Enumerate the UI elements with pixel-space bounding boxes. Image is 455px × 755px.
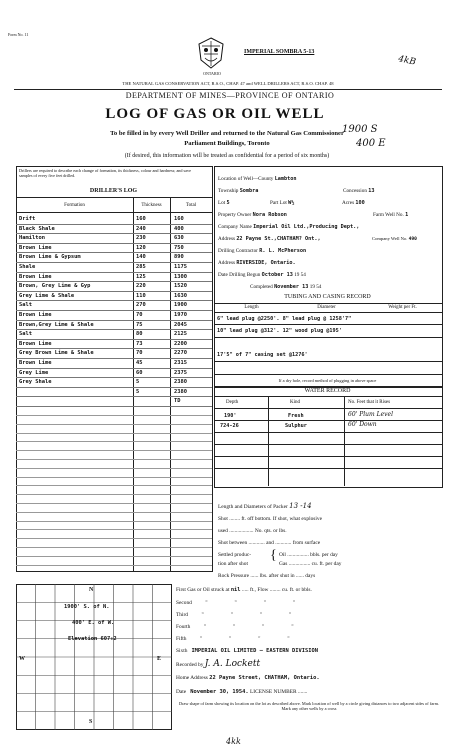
log-formation: Salt: [19, 302, 32, 309]
water-row-1-rises: 60' Plum Level: [348, 411, 394, 418]
log-thickness: 70: [136, 350, 143, 357]
contractor-address-value: RIVERSIDE, Ontario.: [236, 260, 296, 266]
water-col-divider-2: [344, 396, 345, 486]
location-line: [218, 176, 297, 182]
part-lot-value: W½: [288, 200, 295, 206]
home-label: Home Address: [176, 675, 208, 681]
log-blank-rule: [16, 459, 212, 460]
ft-flow-label: ft., Flow: [250, 587, 269, 593]
tubing-rule-4: [214, 361, 442, 362]
log-total: 2375: [174, 369, 187, 376]
log-blank-rule: [16, 477, 212, 478]
tubing-col-weight: Weight per Ft.: [388, 305, 417, 310]
log-blank-rule: [16, 538, 212, 539]
tubing-row-1: 6" lead plug @2250'. 8" lead plug @ 1258'7": [217, 316, 352, 322]
owner-label: Property Owner: [218, 212, 252, 218]
water-row-1-depth: 190': [224, 413, 237, 419]
log-total: 2200: [174, 340, 187, 347]
company-address-label: Address: [218, 236, 236, 242]
log-thickness: 60: [136, 369, 143, 376]
tubing-heading: TUBING AND CASING RECORD: [284, 294, 371, 300]
farm-well-line: [373, 212, 408, 218]
water-col-divider-1: [268, 396, 269, 486]
contractor-address-line: [218, 260, 296, 266]
concession-line: [343, 188, 374, 194]
water-row-2-depth: 724-26: [220, 423, 239, 429]
log-formation: Brown, Grey Lime & Gyp: [19, 283, 91, 290]
lbs-after-label: lbs. after shut in: [259, 573, 295, 579]
ordinal-row: [176, 636, 290, 642]
log-formation: Grey Lime & Shale: [19, 292, 75, 299]
township-value: Sombra: [239, 188, 259, 194]
brace-icon: {: [270, 548, 277, 563]
ditto-marks: " " " ": [191, 600, 296, 606]
county-value: Lambton: [274, 176, 297, 182]
oil-label: Oil: [279, 552, 286, 558]
tubing-rule-2: [214, 324, 442, 325]
log-thickness: 120: [136, 244, 146, 251]
log-thickness: 125: [136, 273, 146, 280]
log-formation: Grey Lime: [19, 369, 49, 376]
col-formation-header: Formation: [64, 203, 85, 208]
tubing-col-diameter: Diameter: [317, 305, 336, 310]
packer-value: 13 -14: [289, 502, 312, 510]
stamp: IMPERIAL SOMBRA 5-13: [244, 49, 315, 55]
used-text: No. qts. or lbs.: [254, 528, 287, 534]
drillers-note: Drillers are required to describe each change of formation, its thickness, colour and hardness; and save samples of every five feet drilled.: [19, 168, 191, 178]
log-total: 1175: [174, 264, 187, 270]
first-gas-line: First Gas or Oil struck at nil ..... ft., Flow ........ cu. ft. or bbls.: [176, 587, 312, 593]
log-total: 2380: [174, 388, 187, 395]
log-thickness: 220: [136, 283, 146, 290]
completed-value: November 13: [274, 284, 309, 290]
log-formation: Salt: [19, 331, 32, 338]
log-thickness: 5: [136, 388, 140, 395]
water-row-1-kind: Fresh: [288, 413, 304, 419]
location-label: Location of Well—County: [218, 176, 274, 182]
map-east: E: [157, 656, 162, 662]
company-line: [218, 224, 359, 230]
farm-well-value: 1: [405, 212, 409, 218]
contractor-value: R. L. McPherson: [259, 248, 307, 254]
log-row-rule: [16, 406, 212, 407]
company-well-line: [372, 236, 417, 243]
log-formation: Hamilton: [19, 235, 45, 242]
hand-note-right2: 400 E: [356, 138, 386, 149]
log-total: 630: [174, 235, 184, 242]
map-west: W: [19, 656, 25, 662]
plugging-note: If a dry hole, record method of plugging in above space: [278, 378, 377, 383]
water-row-2-rises: 60' Down: [348, 421, 377, 428]
shot-label: Shot: [218, 516, 228, 522]
bottom-hand-note: 4kk: [226, 737, 241, 746]
farm-note: Draw shape of farm showing its location on the lot as described above. Mark location of well by a circle giving distances to two adjacent sides of farm. Mark any other wells by a cross: [178, 701, 439, 711]
log-total: 890: [174, 254, 184, 261]
log-total: 1300: [174, 273, 187, 280]
completed-line: [250, 284, 321, 290]
log-blank-rule: [16, 441, 212, 442]
log-blank-rule: [16, 485, 212, 486]
company-address-line: [218, 236, 321, 242]
contractor-label: Drilling Contractor: [218, 248, 258, 254]
log-formation: Grey Brown Lime & Shale: [19, 350, 94, 357]
gas-label: Gas: [279, 561, 288, 567]
water-rule-6: [214, 468, 442, 469]
ditto-marks: " " " ": [190, 624, 294, 630]
log-total: 2045: [174, 321, 187, 328]
log-thickness: 5: [136, 379, 140, 386]
begun-line: [218, 272, 306, 278]
acres-value: 100: [355, 200, 365, 206]
tubing-row-3: 17'5" of 7" casing set @1276': [217, 352, 308, 358]
log-formation: Drift: [19, 216, 36, 222]
log-formation: Black Shale: [19, 225, 55, 232]
tubing-rule-3: [214, 337, 442, 338]
log-formation: Shale: [19, 264, 36, 270]
company-label: Company Name: [218, 224, 252, 230]
water-col-rises: No. Feet that it Rises: [348, 400, 391, 405]
log-blank-rule: [16, 433, 212, 434]
tubing-row-2: 10" lead plug @312'. 12" wood plug @195': [217, 328, 342, 334]
ordinal-row: [176, 612, 291, 618]
tubing-rule-1: [214, 312, 442, 313]
log-formation: Grey Shale: [19, 379, 52, 386]
lot-value: 5: [226, 200, 230, 206]
packer-label: Length and Diameters of Packer: [218, 504, 288, 510]
owner-value: Nora Robson: [252, 212, 287, 218]
log-total: 160: [174, 216, 184, 222]
log-blank-rule: [16, 565, 212, 566]
log-thickness: 160: [136, 216, 146, 222]
shot-between-label: Shot between: [218, 540, 248, 546]
date-label: Date: [176, 689, 187, 695]
subtitle-2: Parliament Buildings, Toronto: [184, 140, 270, 147]
drillers-log-header-rule: [16, 212, 212, 213]
rock-pressure-line: Rock Pressure ...... lbs. after shut in ...... days: [218, 573, 316, 579]
bbls-label: bbls. per day: [310, 552, 338, 558]
begun-label: Date Drilling Begun: [218, 272, 261, 278]
ditto-marks: " " " ": [186, 636, 290, 642]
water-header-rule: [214, 396, 442, 397]
contractor-address-label: Address: [218, 260, 236, 266]
log-thickness: 45: [136, 360, 143, 366]
settled-label: Settled produc-: [218, 552, 252, 558]
log-total: 1630: [174, 292, 187, 299]
log-total: 2380: [174, 379, 187, 386]
ditto-marks: " " " ": [187, 612, 292, 618]
log-formation: Brown Lime: [19, 244, 52, 251]
shot-text: ft. off bottom. If shot, what explosive: [241, 516, 322, 522]
and-label: and: [266, 540, 274, 546]
farm-well-label: Farm Well No.: [373, 212, 404, 218]
log-blank-rule: [16, 424, 212, 425]
first-gas-value: nil: [230, 587, 241, 593]
map-line-3: Elevation 607+2: [68, 636, 117, 642]
cuft-bbls-label: cu. ft. or bbls.: [281, 587, 312, 593]
log-blank-rule: [16, 556, 212, 557]
completed-label: Completed: [250, 284, 273, 290]
log-blank-rule: [16, 529, 212, 530]
part-lot-label: Part Lot: [270, 200, 287, 206]
form-number: Form No. 11: [8, 32, 29, 37]
gas-line: Gas ................ cu. ft. per day: [279, 561, 342, 567]
log-blank-rule: [16, 512, 212, 513]
log-thickness: 80: [136, 331, 143, 338]
hand-note-right1: 1900 S: [342, 124, 378, 135]
water-row-2-kind: Sulphur: [285, 423, 307, 429]
water-rule-3: [214, 432, 442, 433]
company-well-value: 490: [408, 237, 417, 242]
water-col-kind: Kind: [290, 400, 300, 405]
concession-value: 13: [368, 188, 375, 194]
log-formation: Brown Lime: [19, 340, 52, 347]
log-blank-rule: [16, 547, 212, 548]
log-total: 1970: [174, 312, 187, 318]
log-thickness: 73: [136, 340, 143, 347]
township-line: [218, 188, 258, 194]
township-label: Township: [218, 188, 239, 194]
contractor-line: [218, 248, 306, 254]
log-blank-rule: [16, 494, 212, 495]
log-thickness: 110: [136, 292, 146, 299]
log-thickness: 70: [136, 312, 143, 318]
log-thickness: 75: [136, 321, 143, 328]
used-line: used .................. No. qts. or lbs.: [218, 528, 287, 534]
days-label: days: [305, 573, 316, 579]
water-record-panel: [214, 386, 443, 488]
recorded-line: [176, 661, 260, 668]
sixth-label: Sixth: [176, 648, 188, 654]
water-col-depth: Depth: [226, 400, 239, 405]
map-line-2: 400' E. of W.: [72, 620, 115, 626]
tubing-col-length: Length: [244, 305, 259, 310]
shot-line: Shot ........ ft. off bottom. If shot, what explosive: [218, 516, 322, 522]
company-address-value: 22 Payne St.,CHATHAM? Ont.,: [236, 236, 321, 242]
log-blank-rule: [16, 468, 212, 469]
owner-line: [218, 212, 287, 218]
log-blank-rule: [16, 450, 212, 451]
ordinal-label: Fifth: [176, 636, 187, 642]
completed-year: 19 54: [309, 284, 322, 290]
log-thickness: 230: [136, 235, 146, 242]
water-rule-5: [214, 456, 442, 457]
log-blank-rule: [16, 415, 212, 416]
log-blank-rule: [16, 503, 212, 504]
map-south: S: [89, 719, 93, 725]
ordinal-label: Third: [176, 612, 188, 618]
ordinal-label: Fourth: [176, 624, 191, 630]
log-formation: Brown Lime & Gypsum: [19, 254, 81, 261]
tubing-rule-5: [214, 374, 442, 375]
hand-note-top-right: 4kB: [397, 54, 417, 68]
acres-line: [342, 200, 365, 206]
map-line-1: 1900' S. of N.: [64, 604, 110, 610]
water-heading: WATER RECORD: [304, 388, 351, 394]
tubing-header-rule: [214, 303, 442, 304]
log-total: 2315: [174, 360, 187, 366]
log-total: 1900: [174, 302, 187, 309]
sixth-line: [176, 648, 318, 654]
begun-year: 19 54: [294, 272, 306, 278]
ordinal-label: Second: [176, 600, 192, 606]
oil-line: Oil ................ bbls. per day: [279, 552, 338, 558]
log-total: 2270: [174, 350, 187, 357]
first-gas-label: First Gas or Oil struck at: [176, 587, 230, 593]
log-total: TD: [174, 398, 181, 405]
lot-line: [218, 200, 230, 206]
log-total: 1520: [174, 283, 187, 290]
log-formation: Brown Lime: [19, 312, 52, 318]
header-rule: [14, 89, 442, 90]
water-rule-2: [214, 420, 442, 421]
col-thickness-header: Thickness: [141, 203, 162, 208]
water-rule-4: [214, 444, 442, 445]
subtitle-1: To be filled in by every Well Driller and returned to the Natural Gas Commissioner: [110, 130, 344, 137]
log-thickness: 270: [136, 302, 146, 309]
log-blank-rule: [16, 521, 212, 522]
acres-label: Acres: [342, 200, 355, 206]
part-lot-line: [270, 200, 294, 206]
packer-line: [218, 503, 312, 510]
date-value: November 30, 1954.: [190, 689, 249, 695]
department: DEPARTMENT OF MINES—PROVINCE OF ONTARIO: [125, 91, 335, 100]
company-well-label: Company Well No.: [372, 236, 408, 241]
col-total-header: Total: [185, 203, 197, 208]
map-north: N: [89, 587, 94, 593]
begun-value: October 13: [261, 272, 293, 278]
concession-label: Concession: [343, 188, 367, 194]
company-value: Imperial Oil Ltd.,Producing Dept.,: [253, 224, 360, 230]
water-rule-1: [214, 408, 442, 409]
log-thickness: 240: [136, 225, 146, 232]
drillers-log-heading: DRILLER'S LOG: [89, 188, 138, 194]
rock-pressure-label: Rock Pressure: [218, 573, 249, 579]
subtitle-3: (If desired, this information will be treated as confidential for a period of six months): [124, 153, 330, 159]
cuft-label: cu. ft. per day: [311, 561, 342, 567]
recorded-label: Recorded by: [176, 662, 204, 668]
page-title: LOG OF GAS OR OIL WELL: [105, 106, 325, 122]
tion-after-shot-label: tion after shot: [218, 561, 248, 567]
home-value: 22 Payne Street, CHATHAM, Ontario.: [209, 675, 320, 681]
log-formation: Brown,Grey Lime & Shale: [19, 321, 94, 328]
sixth-value: IMPERIAL OIL LIMITED — EASTERN DIVISION: [191, 648, 319, 654]
log-formation: Brown Lime: [19, 360, 52, 366]
log-thickness: 140: [136, 254, 146, 261]
ontario-crest-icon: [196, 36, 226, 70]
log-thickness: 285: [136, 264, 146, 270]
act-line: THE NATURAL GAS CONSERVATION ACT, R.S.O., CHAP. 47 and WELL DRILLERS ACT, R.S.O. CHAP. 48: [122, 81, 334, 86]
log-formation: Brown Lime: [19, 273, 52, 280]
license-label: LICENSE NUMBER: [250, 689, 297, 695]
date-line: Date November 30, 1954. LICENSE NUMBER .......: [176, 689, 308, 695]
ordinal-row: [176, 600, 295, 606]
drillers-log-rule: [16, 197, 212, 198]
log-total: 2125: [174, 331, 187, 338]
home-line: [176, 675, 320, 681]
log-total: 750: [174, 244, 184, 251]
log-total: 400: [174, 225, 184, 232]
crest-caption: ONTARIO: [203, 71, 221, 76]
ordinal-row: [176, 624, 294, 630]
used-label: used: [218, 528, 228, 534]
from-surface-label: from surface: [292, 540, 321, 546]
shot-between-line: Shot between ............ and ............ from surface: [218, 540, 321, 546]
recorded-signature: J. A. Lockett: [204, 659, 261, 669]
lot-label: Lot: [218, 200, 226, 206]
